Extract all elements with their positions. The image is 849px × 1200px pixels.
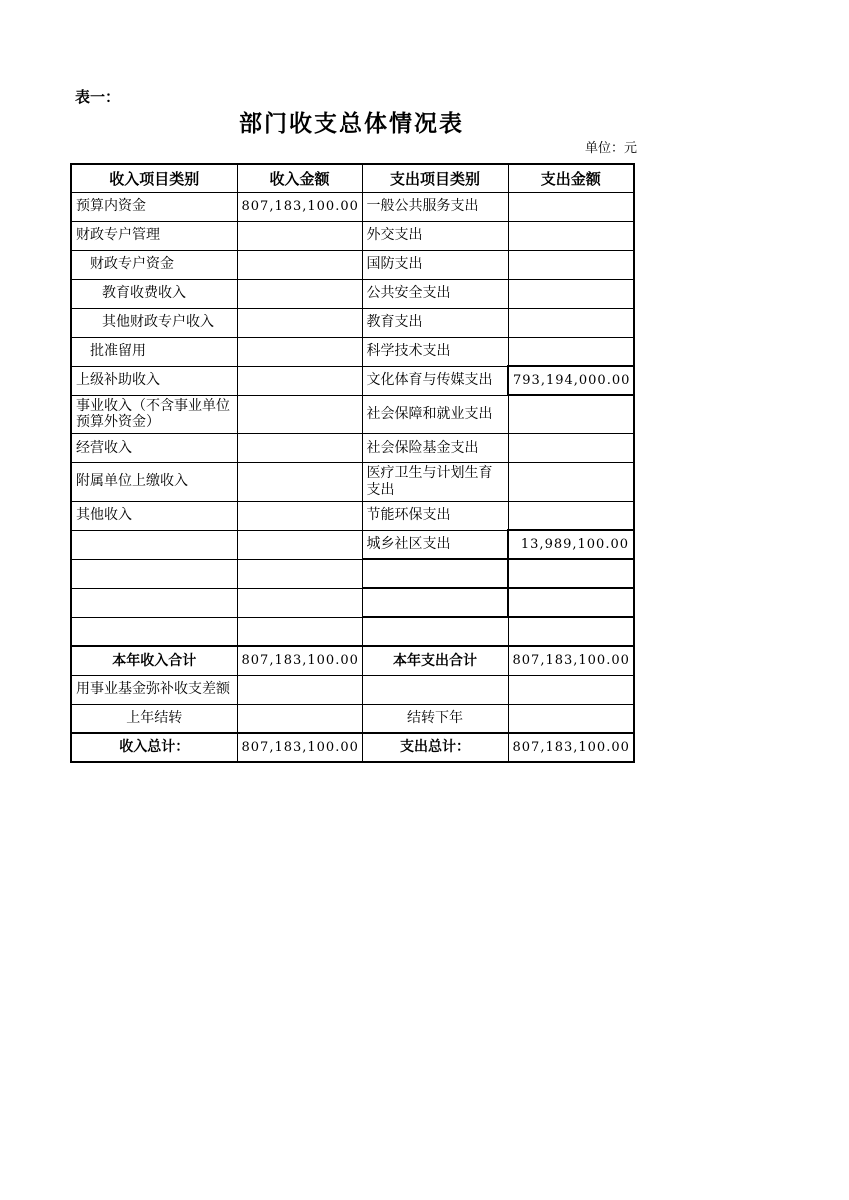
expense-amount-cell — [508, 308, 634, 337]
income-amount-cell — [237, 617, 362, 646]
table-row — [71, 221, 634, 250]
income-amount-cell — [237, 501, 362, 530]
table-row — [71, 337, 634, 366]
expense-item-cell: 社会保险基金支出 — [362, 434, 508, 463]
expense-item-cell: 支出总计： — [362, 733, 508, 762]
income-amount-cell — [237, 395, 362, 434]
income-amount-cell — [237, 279, 362, 308]
income-amount-cell — [237, 463, 362, 502]
table-row — [71, 250, 634, 279]
expense-amount-cell — [508, 617, 634, 646]
expense-item-cell — [362, 675, 508, 704]
expense-item-cell: 外交支出 — [362, 221, 508, 250]
income-item-cell: 教育收费收入 — [71, 279, 237, 308]
table-row — [71, 617, 634, 646]
table-row — [71, 559, 634, 588]
table-row — [71, 530, 634, 559]
income-amount-cell — [237, 434, 362, 463]
income-amount-cell — [237, 559, 362, 588]
col-header-expense-item: 支出项目类别 — [362, 164, 508, 192]
income-item-cell: 财政专户管理 — [71, 221, 237, 250]
table-row — [71, 501, 634, 530]
col-header-income-item: 收入项目类别 — [71, 164, 237, 192]
expense-item-cell: 医疗卫生与计划生育支出 — [362, 463, 508, 502]
carryover-row — [71, 704, 634, 733]
table-row — [71, 395, 634, 434]
expense-item-cell: 国防支出 — [362, 250, 508, 279]
table-row — [71, 588, 634, 617]
expense-amount-cell — [508, 434, 634, 463]
unit-note: 单位：元 — [584, 141, 637, 156]
expense-amount-cell: 807,183,100.00 — [508, 646, 634, 675]
income-amount-cell — [237, 250, 362, 279]
income-item-cell: 本年收入合计 — [71, 646, 237, 675]
expense-item-cell: 文化体育与传媒支出 — [362, 366, 508, 395]
expense-item-cell: 公共安全支出 — [362, 279, 508, 308]
income-amount-cell — [237, 337, 362, 366]
income-amount-cell: 807,183,100.00 — [237, 646, 362, 675]
total-year-row — [71, 646, 634, 675]
expense-amount-cell — [508, 675, 634, 704]
expense-item-cell — [362, 588, 508, 617]
budget-table — [70, 163, 635, 763]
income-amount-cell: 807,183,100.00 — [237, 733, 362, 762]
table-row — [71, 192, 634, 221]
expense-amount-cell — [508, 192, 634, 221]
income-item-cell: 预算内资金 — [71, 192, 237, 221]
income-item-cell: 批准留用 — [71, 337, 237, 366]
income-amount-cell — [237, 366, 362, 395]
income-item-cell — [71, 588, 237, 617]
expense-amount-cell — [508, 395, 634, 434]
table-row — [71, 366, 634, 395]
expense-amount-cell — [508, 501, 634, 530]
expense-item-cell: 本年支出合计 — [362, 646, 508, 675]
income-item-cell — [71, 617, 237, 646]
income-amount-cell — [237, 704, 362, 733]
expense-item-cell: 科学技术支出 — [362, 337, 508, 366]
income-item-cell: 附属单位上缴收入 — [71, 463, 237, 502]
table-row — [71, 279, 634, 308]
expense-amount-cell — [508, 588, 634, 617]
col-header-income-amount: 收入金额 — [237, 164, 362, 192]
expense-amount-cell — [508, 250, 634, 279]
table-row — [71, 308, 634, 337]
expense-item-cell: 教育支出 — [362, 308, 508, 337]
table-row — [71, 463, 634, 502]
expense-item-cell: 结转下年 — [362, 704, 508, 733]
income-item-cell: 其他财政专户收入 — [71, 308, 237, 337]
income-item-cell: 财政专户资金 — [71, 250, 237, 279]
income-amount-cell: 807,183,100.00 — [237, 192, 362, 221]
expense-amount-cell: 13,989,100.00 — [508, 530, 634, 559]
col-header-expense-amount: 支出金额 — [508, 164, 634, 192]
expense-item-cell — [362, 617, 508, 646]
expense-item-cell: 城乡社区支出 — [362, 530, 508, 559]
expense-amount-cell — [508, 279, 634, 308]
table-row — [71, 434, 634, 463]
income-item-cell: 上级补助收入 — [71, 366, 237, 395]
income-amount-cell — [237, 221, 362, 250]
expense-item-cell — [362, 559, 508, 588]
income-item-cell: 其他收入 — [71, 501, 237, 530]
income-item-cell — [71, 530, 237, 559]
expense-amount-cell — [508, 337, 634, 366]
expense-item-cell: 节能环保支出 — [362, 501, 508, 530]
income-item-cell: 事业收入（不含事业单位预算外资金） — [71, 395, 237, 434]
expense-amount-cell — [508, 221, 634, 250]
income-amount-cell — [237, 675, 362, 704]
page-title: 部门收支总体情况表 — [239, 110, 464, 137]
income-item-cell: 用事业基金弥补收支差额 — [71, 675, 237, 704]
expense-amount-cell: 807,183,100.00 — [508, 733, 634, 762]
expense-amount-cell — [508, 463, 634, 502]
income-item-cell — [71, 559, 237, 588]
header-row — [71, 164, 634, 192]
grand-total-row — [71, 733, 634, 762]
income-amount-cell — [237, 530, 362, 559]
expense-amount-cell: 793,194,000.00 — [508, 366, 634, 395]
table-row — [71, 675, 634, 704]
expense-item-cell: 一般公共服务支出 — [362, 192, 508, 221]
table-label: 表一： — [75, 88, 121, 106]
income-item-cell: 经营收入 — [71, 434, 237, 463]
expense-amount-cell — [508, 559, 634, 588]
income-item-cell: 收入总计： — [71, 733, 237, 762]
income-item-cell: 上年结转 — [71, 704, 237, 733]
income-amount-cell — [237, 308, 362, 337]
expense-item-cell: 社会保障和就业支出 — [362, 395, 508, 434]
expense-amount-cell — [508, 704, 634, 733]
income-amount-cell — [237, 588, 362, 617]
